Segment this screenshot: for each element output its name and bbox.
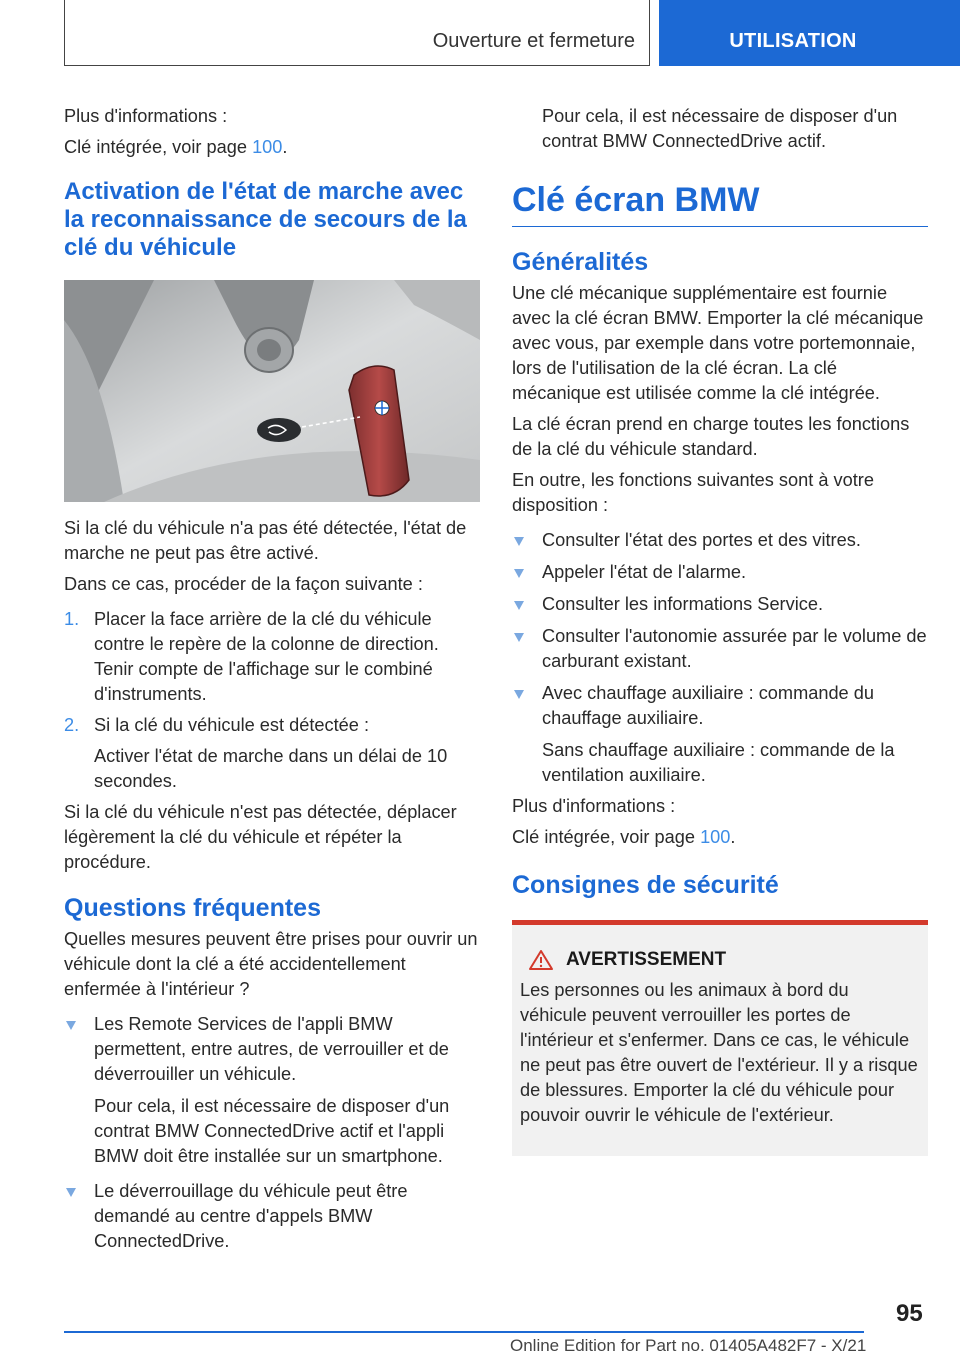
step-2: 2. Si la clé du véhicule est détectée : xyxy=(64,715,369,735)
safety-heading: Consignes de sécurité xyxy=(512,871,779,899)
procedure-intro: Dans ce cas, procéder de la façon suivante : xyxy=(64,574,423,594)
general-p1: Une clé mécanique supplémentaire est fournie avec la clé écran BMW. Emporter la clé mécanique avec vous, par exemple dans votre portemonnaie, lors de l'utilisation de la clé écran. La clé mécanique est utilisée comme la clé intégrée. xyxy=(512,283,924,403)
header-section-box xyxy=(64,0,650,66)
more-info-reference-right: Clé intégrée, voir page 100. xyxy=(512,827,736,847)
general-heading: Généralités xyxy=(512,248,649,276)
left-column xyxy=(64,104,480,1261)
general-p3: En outre, les fonctions suivantes sont à votre disposition : xyxy=(512,470,874,515)
faq-bullet-1: Les Remote Services de l'appli BMW permettent, entre autres, de verrouiller et de déverrouiller un véhicule. xyxy=(64,1012,480,1087)
more-info-label: Plus d'informations : xyxy=(64,106,228,126)
header-chapter-label: UTILISATION xyxy=(729,30,857,52)
page-number: 95 xyxy=(896,1300,923,1327)
header-section-title: Ouverture et fermeture xyxy=(432,30,635,52)
bullet-triangle-icon xyxy=(514,569,524,578)
function-bullet-5-detail: Sans chauffage auxiliaire : commande de la ventilation auxiliaire. xyxy=(542,740,895,785)
step-1: 1. Placer la face arrière de la clé du véhicule contre le repère de la colonne de direction. Tenir compte de l'affichage sur le combiné d'instruments. xyxy=(64,609,439,704)
bullet-triangle-icon xyxy=(66,1188,76,1197)
faq-bullet-2: Le déverrouillage du véhicule peut être demandé au centre d'appels BMW ConnectedDrive. xyxy=(64,1179,480,1254)
right-column xyxy=(512,104,928,1156)
warning-title: AVERTISSEMENT xyxy=(566,949,727,970)
bullet-triangle-icon xyxy=(514,537,524,546)
page-link[interactable]: 100 xyxy=(700,827,731,847)
function-bullet-5: Avec chauffage auxiliaire : commande du chauffage auxiliaire. xyxy=(512,681,928,731)
key-steering-column-illustration xyxy=(64,280,480,502)
more-info-label-right: Plus d'informations : xyxy=(512,796,676,816)
general-p2: La clé écran prend en charge toutes les fonctions de la clé du véhicule standard. xyxy=(512,414,910,459)
warning-text: Les personnes ou les animaux à bord du véhicule peuvent verrouiller les portes de l'intérieur et s'enfermer. Dans ce cas, le véhicule ne peut pas être ouvert de l'extérieur. Il y a risque de blessures. Emporter la clé du véhicule pour pouvoir ouvrir le véhicule de l'extérieur. xyxy=(520,980,918,1125)
steering-column-photo xyxy=(64,280,480,502)
bullet-triangle-icon xyxy=(514,690,524,699)
faq-bullet-1-detail: Pour cela, il est nécessaire de disposer d'un contrat BMW ConnectedDrive actif et l'appli BMW doit être installée sur un smartphone. xyxy=(94,1096,450,1166)
not-detected-retry: Si la clé du véhicule n'est pas détectée, déplacer légèrement la clé du véhicule et répéter la procédure. xyxy=(64,802,457,872)
warning-title-row xyxy=(520,947,920,972)
faq-heading: Questions fréquentes xyxy=(64,894,321,922)
step-2-detail: Activer l'état de marche dans un délai de 10 secondes. xyxy=(94,746,448,791)
more-info-reference: Clé intégrée, voir page 100. xyxy=(64,137,288,157)
warning-triangle-icon xyxy=(528,949,554,971)
bullet-triangle-icon xyxy=(514,633,524,642)
function-bullet-3: Consulter les informations Service. xyxy=(512,592,928,617)
bullet-triangle-icon xyxy=(66,1021,76,1030)
faq-question: Quelles mesures peuvent être prises pour ouvrir un véhicule dont la clé a été accidentellement enfermée à l'intérieur ? xyxy=(64,929,478,999)
page-link[interactable]: 100 xyxy=(252,137,283,157)
not-detected-text: Si la clé du véhicule n'a pas été détectée, l'état de marche ne peut pas être activé. xyxy=(64,518,467,563)
function-bullet-4: Consulter l'autonomie assurée par le volume de carburant existant. xyxy=(512,624,928,674)
display-key-heading: Clé écran BMW xyxy=(512,180,928,227)
function-bullet-2: Appeler l'état de l'alarme. xyxy=(512,560,928,585)
warning-box xyxy=(512,920,928,1156)
activation-heading: Activation de l'état de marche avec la reconnaissance de secours de la clé du véhicule xyxy=(64,178,467,261)
function-bullet-1: Consulter l'état des portes et des vitres. xyxy=(512,528,928,553)
footer-rule xyxy=(64,1331,864,1333)
bullet-triangle-icon xyxy=(514,601,524,610)
continued-text: Pour cela, il est nécessaire de disposer d'un contrat BMW ConnectedDrive actif. xyxy=(542,106,898,151)
footer-edition: Online Edition for Part no. 01405A482F7 - X/21 xyxy=(510,1336,867,1355)
header-chapter-tab[interactable] xyxy=(659,0,960,66)
